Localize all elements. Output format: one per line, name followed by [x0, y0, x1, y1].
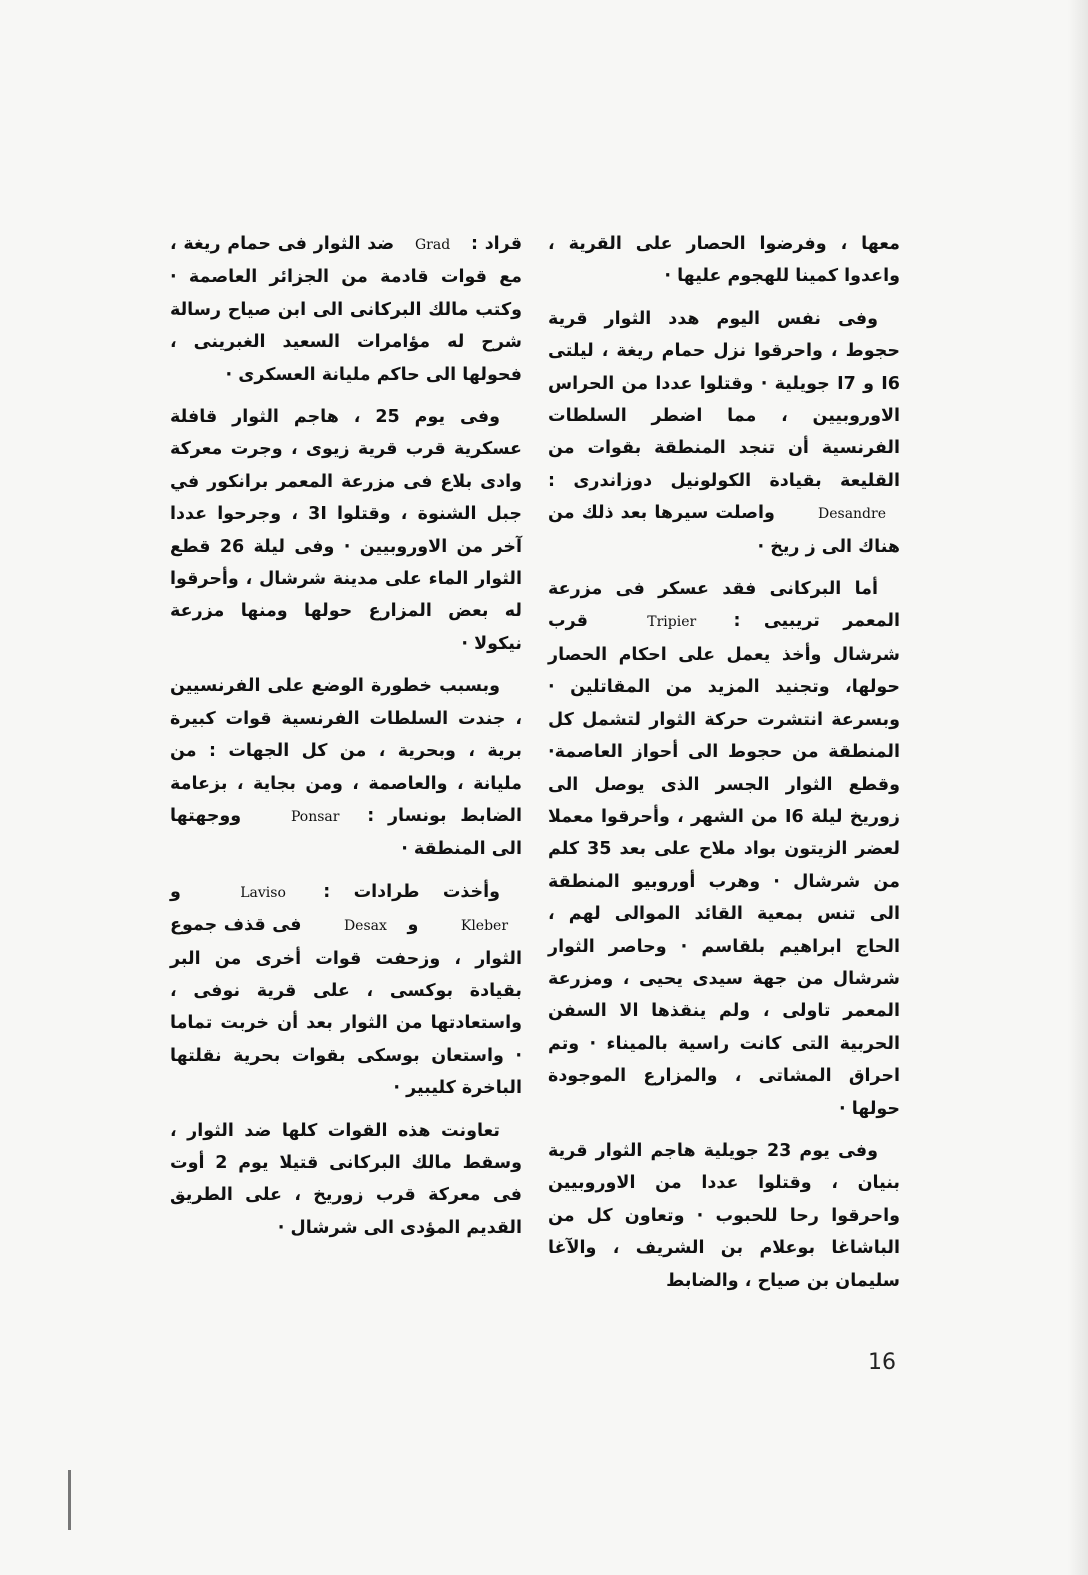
latin-name: Laviso	[240, 884, 286, 901]
page-number: 16	[868, 1350, 896, 1375]
left-column	[170, 228, 522, 1254]
text-run: قراد :	[470, 234, 523, 254]
paragraph	[170, 670, 522, 865]
text-run: واصلت سيرها بعد ذلك من هناك الى ز ريخ ·	[548, 503, 900, 557]
text-run: قرب شرشال وأخذ يعمل على احكام الحصار حولها، وتجنيد المزيد من المقاتلين · وبسرعة انتشرت حركة الثوار لتشمل كل المنطقة من حجوط الى أحواز العاصمة· وقطع الثوار الجسر الذى يوصل الى زوريخ ليلة I6 من الشهر ، وأحرقوا معملا لعضر الزيتون بواد ملاح على بعد 35 كلم من شرشال · وهرب أوروبيو المنطقة الى تنس بمعية القائد الموالى لهم ، الحاج ابراهيم بلقاسم · وحاصر الثوار شرشال من جهة سيدى يحيى ، ومزرعة المعمر تاولى ، ولم ينقذها الا السفن الحربية التى كانت راسية بالميناء · وتم احراق المشاتى ، والمزارع الموجودة حولها ·	[548, 611, 900, 1119]
paragraph	[548, 303, 900, 563]
text-run: وفى نفس اليوم هدد الثوار قرية حجوط ، واحرقوا نزل حمام ريغة ، ليلتى I6 و I7 جويلية · وقتلوا عددا من الحراس الاوروبيين ، مما اضطر السلطات الفرنسية أن تنجد المنطقة بقوات من القليعة بقيادة الكولونيل دوزاندرى :	[548, 308, 900, 491]
text-run: فى قذف جموع الثوار ، وزحفت قوات أخرى من البر بقيادة بوكسى ، على قرية نوفى ، واستعادتها من الثوار بعد أن خربت تماما · واستعان بوسكى بقوات بحرية نقلتها الباخرة كليبير ·	[170, 915, 522, 1099]
latin-name: Ponsar	[290, 808, 340, 825]
text-run: و	[407, 915, 419, 936]
latin-name: Kleber	[460, 918, 509, 935]
latin-name: Desax	[343, 918, 387, 935]
latin-name: Tripier	[647, 614, 697, 631]
text-run: ضد الثوار فى حمام ريغة ، مع قوات قادمة من الجزائر العاصمة · وكتب مالك البركانى الى ابن صياح رسالة شرح له مؤامرات السعيد الغبرينى ، فحولها الى حاكم مليانة العسكرى ·	[170, 234, 522, 385]
paragraph: وفى يوم 23 جويلية هاجم الثوار قرية بنيان ، وقتلوا عددا من الاوروبيين واحرقوا رحا للحبوب · وتعاون كل من الباشاغا بوعلام بن الشريف ، والآغا سليمان بن صياح ، والضابط	[548, 1140, 900, 1291]
binding-mark	[68, 1470, 71, 1530]
text-run: و	[170, 881, 181, 902]
page-edge-shadow	[1068, 0, 1088, 1575]
paragraph	[548, 573, 900, 1125]
right-column	[548, 228, 900, 1307]
paragraph	[170, 228, 522, 391]
latin-name: Desandre	[818, 506, 886, 523]
text-run: وبسبب خطورة الوضع على الفرنسيين ، جندت السلطات الفرنسية قوات كبيرة برية ، وبحرية ، من كل الجهات : من مليانة ، والعاصمة ، ومن بجاية ، بزعامة الضابط بونسار :	[170, 676, 522, 826]
paragraph: تعاونت هذه القوات كلها ضد الثوار ، وسقط مالك البركانى قتيلا يوم 2 أوت فى معركة قرب زوريخ ، على الطريق القديم المؤدى الى شرشال ·	[170, 1120, 522, 1238]
text-run: أما البركانى فقد عسكر فى مزرعة المعمر تريبيى :	[548, 579, 900, 632]
latin-name: Grad	[415, 237, 451, 253]
paragraph: معها ، وفرضوا الحصار على القرية ، واعدوا كمينا للهجوم عليها ·	[548, 234, 900, 287]
text-run: ووجهتها الى المنطقة ·	[170, 805, 522, 860]
paragraph: وفى يوم 25 ، هاجم الثوار قافلة عسكرية قرب قرية زيوى ، وجرت معركة وادى بلاع فى مزرعة المعمر برانكور في جبل الشنوة ، وقتلوا 3I ، وجرحوا عددا آخر من الاوروبيين · وفى ليلة 26 قطع الثوار الماء على مدينة شرشال ، وأحرقوا له بعض المزارع حولها ومنها مزرعة نيكولا ·	[170, 407, 522, 654]
text-run: وأخذت طرادات :	[323, 881, 501, 902]
paragraph	[170, 876, 522, 1105]
